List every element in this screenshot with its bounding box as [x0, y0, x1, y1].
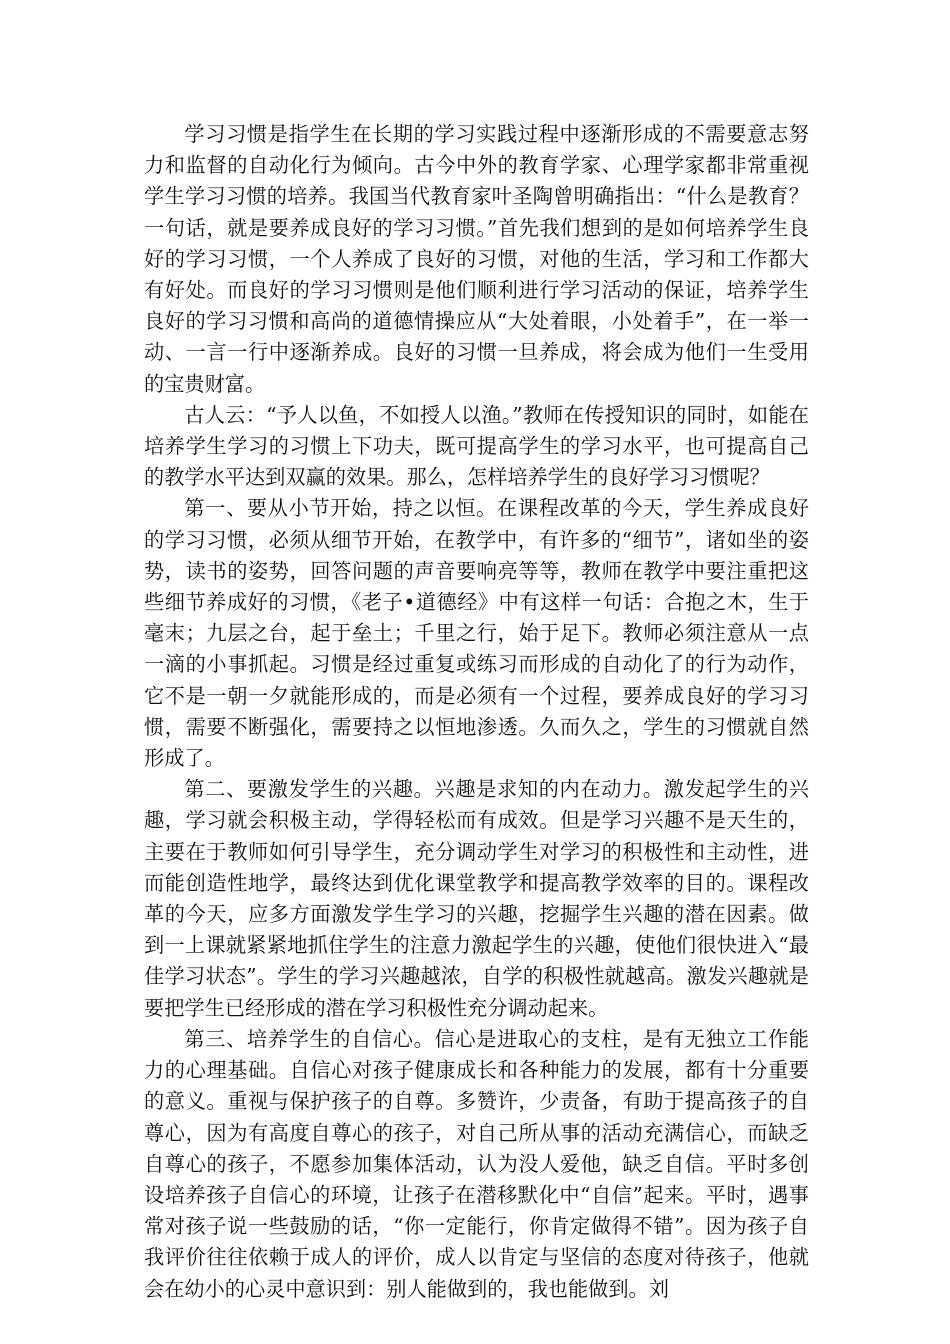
- paragraph-third-point: 第三、培养学生的自信心。信心是进取心的支柱，是有无独立工作能力的心理基础。自信心对孩子健康成长和各种能力的发展，都有十分重要的意义。重视与保护孩子的自尊。多赞许，少责备，有助于提高孩子的自尊心，因为有高度自尊心的孩子，对自己所从事的活动充满信心，而缺乏自尊心的孩子，不愿参加集体活动，认为没人爱他，缺乏自信。平时多创设培养孩子自信心的环境，让孩子在潜移默化中“自信”起来。平时，遇事常对孩子说一些鼓励的话，“你一定能行，你肯定做得不错”。因为孩子自我评价往往依赖于成人的评价，成人以肯定与坚信的态度对待孩子，他就会在幼小的心灵中意识到：别人能做到的，我也能做到。刘: [144, 1026, 809, 1301]
- paragraph-first-point: 第一、要从小节开始，持之以恒。在课程改革的今天，学生养成良好的学习习惯，必须从细节开始，在教学中，有许多的“细节”，诸如坐的姿势，读书的姿势，回答问题的声音要响亮等等，教师在教学中要注重把这些细节养成好的习惯，《老子•道德经》中有这样一句话：合抱之木，生于毫末；九层之台，起于垒土；千里之行，始于足下。教师必须注意从一点一滴的小事抓起。习惯是经过重复或练习而形成的自动化了的行为动作，它不是一朝一夕就能形成的，而是必须有一个过程，要养成良好的学习习惯，需要不断强化，需要持之以恒地渗透。久而久之，学生的习惯就自然形成了。: [144, 496, 809, 771]
- paragraph-second-point: 第二、要激发学生的兴趣。兴趣是求知的内在动力。激发起学生的兴趣，学习就会积极主动，学得轻松而有成效。但是学习兴趣不是天生的，主要在于教师如何引导学生，充分调动学生对学习的积极性和主动性，进而能创造性地学，最终达到优化课堂教学和提高教学效率的目的。课程改革的今天，应多方面激发学生学习的兴趣，挖掘学生兴趣的潜在因素。做到一上课就紧紧地抓住学生的注意力激起学生的兴趣，使他们很快进入“最佳学习状态”。学生的学习兴趣越浓，自学的积极性就越高。激发兴趣就是要把学生已经形成的潜在学习积极性充分调动起来。: [144, 777, 809, 1020]
- paragraph-ancient-saying: 古人云：“予人以鱼，不如授人以渔。”教师在传授知识的同时，如能在培养学生学习的习惯上下功夫，既可提高学生的学习水平，也可提高自己的教学水平达到双赢的效果。那么，怎样培养学生的良好学习习惯呢？: [144, 402, 809, 490]
- paragraph-learning-habits-definition: 学习习惯是指学生在长期的学习实践过程中逐渐形成的不需要意志努力和监督的自动化行为倾向。古今中外的教育学家、心理学家都非常重视学生学习习惯的培养。我国当代教育家叶圣陶曾明确指出：“什么是教育？一句话，就是要养成良好的学习习惯。”首先我们想到的是如何培养学生良好的学习习惯，一个人养成了良好的习惯，对他的生活，学习和工作都大有好处。而良好的学习习惯则是他们顺利进行学习活动的保证，培养学生良好的学习习惯和高尚的道德情操应从“大处着眼，小处着手”，在一举一动、一言一行中逐渐养成。良好的习惯一旦养成，将会成为他们一生受用的宝贵财富。: [144, 122, 809, 396]
- document-body: [144, 119, 809, 1305]
